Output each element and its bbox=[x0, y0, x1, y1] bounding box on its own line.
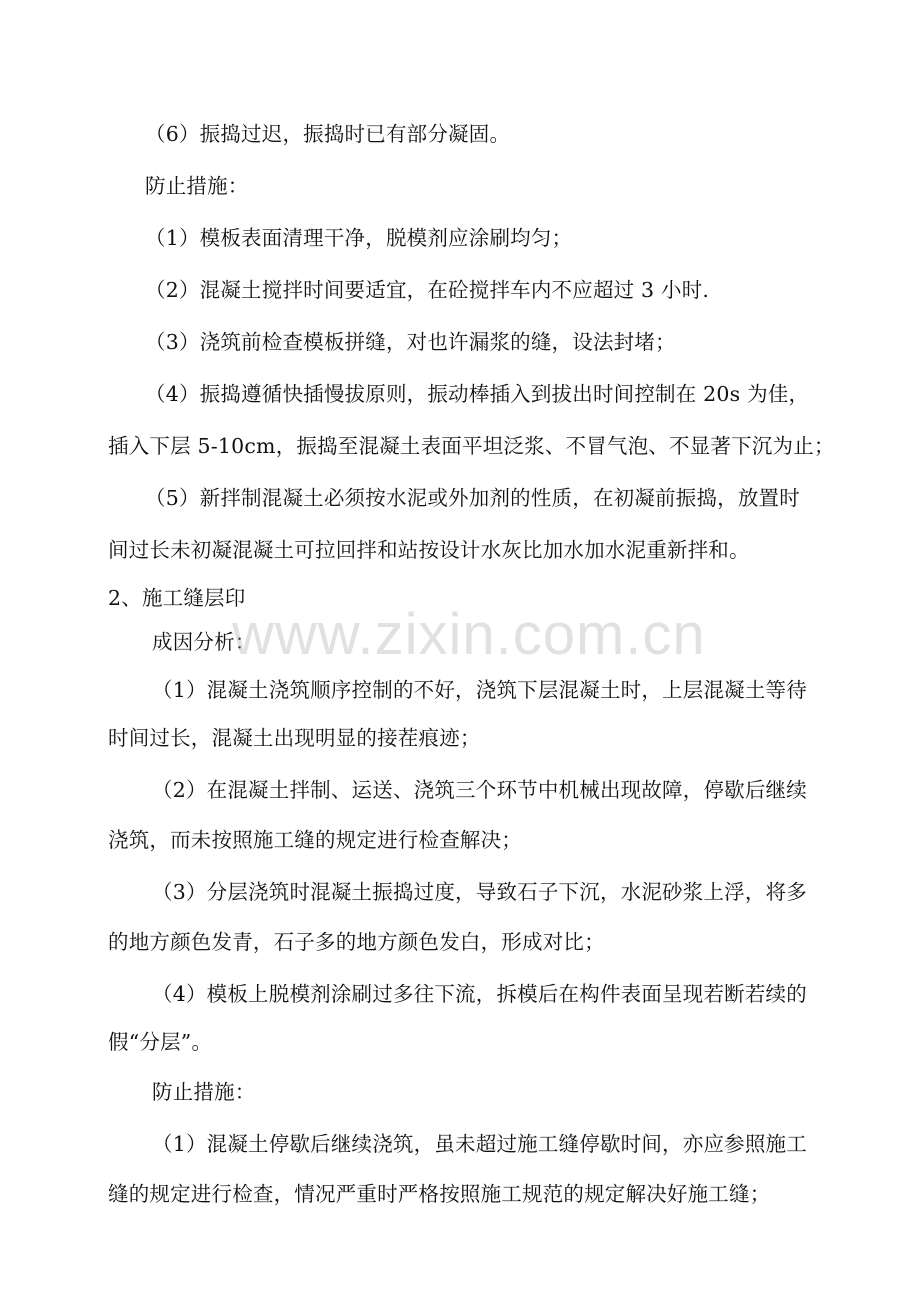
text-line: （4）振捣遵循快插慢拔原则，振动棒插入到拔出时间控制在 20s 为佳， bbox=[145, 382, 810, 406]
text-line: 时间过长，混凝土出现明显的接茬痕迹； bbox=[108, 726, 481, 750]
text-line: 假“分层”。 bbox=[108, 1030, 213, 1054]
text-line: 间过长未初凝混凝土可拉回拌和站按设计水灰比加水加水泥重新拌和。 bbox=[108, 538, 750, 562]
subheading: 成因分析： bbox=[152, 630, 256, 654]
text-line: （6）振捣过迟，振捣时已有部分凝固。 bbox=[145, 122, 511, 146]
text-line: （4）模板上脱模剂涂刷过多往下流，拆模后在构件表面呈现若断若续的 bbox=[152, 982, 807, 1006]
text-line: （3）浇筑前检查模板拼缝，对也许漏浆的缝，设法封堵； bbox=[145, 330, 676, 354]
watermark-text: www.zixin.com.cn bbox=[232, 602, 706, 667]
text-line: （2）在混凝土拌制、运送、浇筑三个环节中机械出现故障，停歇后继续 bbox=[152, 778, 807, 802]
section-heading: 2、施工缝层印 bbox=[108, 586, 246, 610]
text-line: （1）混凝土停歇后继续浇筑，虽未超过施工缝停歇时间，亦应参照施工 bbox=[152, 1132, 807, 1156]
subheading: 防止措施： bbox=[152, 1080, 256, 1104]
text-line: （1）模板表面清理干净，脱模剂应涂刷均匀； bbox=[145, 226, 573, 250]
text-line: 缝的规定进行检查，情况严重时严格按照施工规范的规定解决好施工缝； bbox=[108, 1182, 771, 1206]
text-line: 的地方颜色发青，石子多的地方颜色发白，形成对比； bbox=[108, 930, 605, 954]
text-line: 防止措施： bbox=[145, 174, 249, 198]
text-line: （2）混凝土搅拌时间要适宜，在砼搅拌车内不应超过 3 小时. bbox=[145, 278, 710, 302]
text-line: 浇筑，而未按照施工缝的规定进行检查解决； bbox=[108, 828, 522, 852]
text-line: （1）混凝土浇筑顺序控制的不好，浇筑下层混凝土时，上层混凝土等待 bbox=[152, 678, 807, 702]
text-line: （5）新拌制混凝土必须按水泥或外加剂的性质，在初凝前振捣，放置时 bbox=[145, 486, 800, 510]
text-line: 插入下层 5-10cm，振捣至混凝土表面平坦泛浆、不冒气泡、不显著下沉为止； bbox=[108, 434, 835, 458]
text-line: （3）分层浇筑时混凝土振捣过度，导致石子下沉，水泥砂浆上浮，将多 bbox=[152, 880, 807, 904]
